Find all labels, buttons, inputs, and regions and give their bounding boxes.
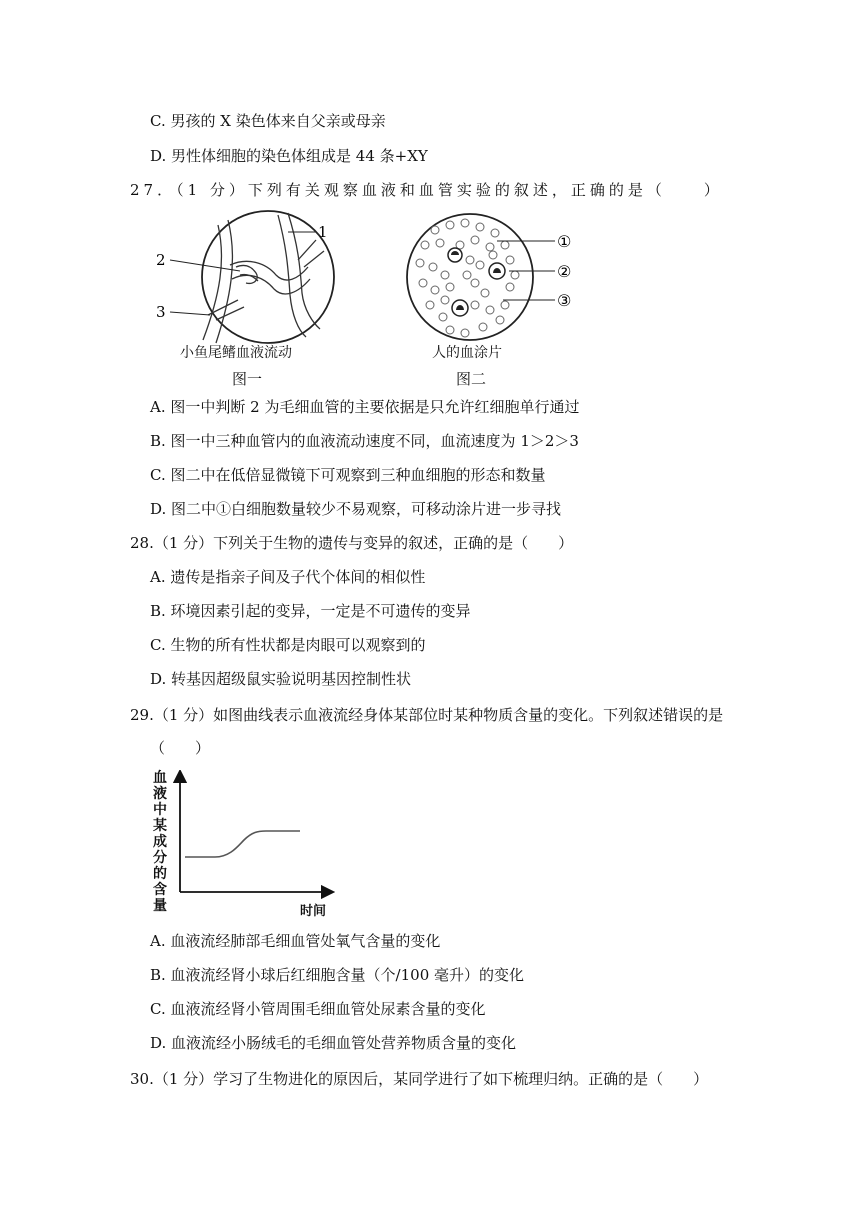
smear-label-2: ② xyxy=(557,262,572,281)
red-blood-cell xyxy=(461,329,469,337)
graph-y-label-char: 中 xyxy=(153,802,167,818)
red-blood-cell xyxy=(501,301,509,309)
fish-label-3: 3 xyxy=(156,303,166,321)
graph-y-label-char: 液 xyxy=(153,786,167,802)
red-blood-cell xyxy=(506,256,514,264)
q29-option-b: B. 血液流经肾小球后红细胞含量（个/100 毫升）的变化 xyxy=(150,966,525,984)
red-blood-cell xyxy=(419,279,427,287)
q29-option-a: A. 血液流经肺部毛细血管处氧气含量的变化 xyxy=(150,932,441,950)
red-blood-cell xyxy=(441,296,449,304)
question-28: 28.（1 分）下列关于生物的遗传与变异的叙述，正确的是（ ） xyxy=(130,534,574,552)
red-blood-cell xyxy=(511,271,519,279)
fish-label-2: 2 xyxy=(156,251,166,269)
graph-svg xyxy=(170,770,340,900)
graph-x-axis-label: 时间 xyxy=(300,904,327,919)
graph-y-label-char: 含 xyxy=(153,882,167,898)
red-blood-cell xyxy=(476,223,484,231)
red-blood-cell xyxy=(446,283,454,291)
q27-option-b: B. 图一中三种血管内的血液流动速度不同，血流速度为 1＞2＞3 xyxy=(150,432,579,450)
fish-tail-illustration xyxy=(148,205,358,365)
graph-y-label-char: 分 xyxy=(153,850,167,866)
graph-y-label-char: 某 xyxy=(153,818,167,834)
red-blood-cell xyxy=(496,316,504,324)
graph-y-axis-label xyxy=(152,770,168,914)
question-27: 27．（1 分）下列有关观察血液和血管实验的叙述，正确的是（ ） xyxy=(130,181,723,199)
q29-option-c: C. 血液流经肾小管周围毛细血管处尿素含量的变化 xyxy=(150,1000,486,1018)
red-blood-cell xyxy=(471,301,479,309)
red-blood-cell xyxy=(471,279,479,287)
fish-label-1: 1 xyxy=(318,223,328,241)
q27-option-a: A. 图一中判断 2 为毛细血管的主要依据是只允许红细胞单行通过 xyxy=(150,398,580,416)
red-blood-cell xyxy=(491,229,499,237)
figure-blood-smear xyxy=(405,205,595,345)
red-blood-cell xyxy=(446,221,454,229)
red-blood-cell xyxy=(463,271,471,279)
red-blood-cell xyxy=(481,289,489,297)
red-blood-cell xyxy=(436,239,444,247)
smear-label-1: ① xyxy=(557,232,572,251)
q28-option-a: A. 遗传是指亲子间及子代个体间的相似性 xyxy=(150,568,426,586)
figure2-title: 图二 xyxy=(456,370,487,388)
question-29-answer-paren: （ ） xyxy=(150,739,211,757)
red-blood-cell xyxy=(479,323,487,331)
graph-y-label-char: 成 xyxy=(153,834,167,850)
graph-curve xyxy=(185,831,300,857)
q28-option-b: B. 环境因素引起的变异，一定是不可遗传的变异 xyxy=(150,602,471,620)
graph-y-label-char: 量 xyxy=(153,898,167,914)
red-blood-cell xyxy=(506,283,514,291)
q28-option-d: D. 转基因超级鼠实验说明基因控制性状 xyxy=(150,670,412,688)
q26-option-c: C. 男孩的 X 染色体来自父亲或母亲 xyxy=(150,112,386,130)
graph-y-label-char: 的 xyxy=(153,866,167,882)
red-blood-cell xyxy=(489,251,497,259)
figure1-caption: 小鱼尾鳍血液流动 xyxy=(180,345,292,361)
red-blood-cell xyxy=(486,243,494,251)
red-blood-cell xyxy=(431,226,439,234)
red-blood-cell xyxy=(421,241,429,249)
figure-fish-tail xyxy=(148,205,358,365)
content-change-graph xyxy=(170,770,340,900)
question-30: 30.（1 分）学习了生物进化的原因后，某同学进行了如下梳理归纳。正确的是（ ） xyxy=(130,1070,709,1088)
question-29: 29.（1 分）如图曲线表示血液流经身体某部位时某种物质含量的变化。下列叙述错误的是 xyxy=(130,706,724,724)
red-blood-cell xyxy=(461,219,469,227)
q26-option-d: D. 男性体细胞的染色体组成是 44 条+XY xyxy=(150,147,428,165)
figure2-caption: 人的血涂片 xyxy=(432,345,502,361)
red-blood-cell xyxy=(431,286,439,294)
figure1-title: 图一 xyxy=(232,370,263,388)
red-blood-cell xyxy=(416,259,424,267)
blood-smear-illustration xyxy=(405,205,595,345)
red-blood-cell xyxy=(501,241,509,249)
q27-option-c: C. 图二中在低倍显微镜下可观察到三种血细胞的形态和数量 xyxy=(150,466,546,484)
red-blood-cell xyxy=(466,256,474,264)
red-blood-cell xyxy=(446,326,454,334)
red-blood-cell xyxy=(471,236,479,244)
red-blood-cell xyxy=(426,301,434,309)
red-blood-cell xyxy=(439,313,447,321)
red-blood-cell xyxy=(441,271,449,279)
smear-label-3: ③ xyxy=(557,291,572,310)
red-blood-cell xyxy=(429,263,437,271)
red-blood-cell xyxy=(476,261,484,269)
graph-y-label-char: 血 xyxy=(153,770,167,786)
q29-option-d: D. 血液流经小肠绒毛的毛细血管处营养物质含量的变化 xyxy=(150,1034,517,1052)
q27-option-d: D. 图二中①白细胞数量较少不易观察，可移动涂片进一步寻找 xyxy=(150,500,562,518)
q28-option-c: C. 生物的所有性状都是肉眼可以观察到的 xyxy=(150,636,426,654)
red-blood-cell xyxy=(486,306,494,314)
